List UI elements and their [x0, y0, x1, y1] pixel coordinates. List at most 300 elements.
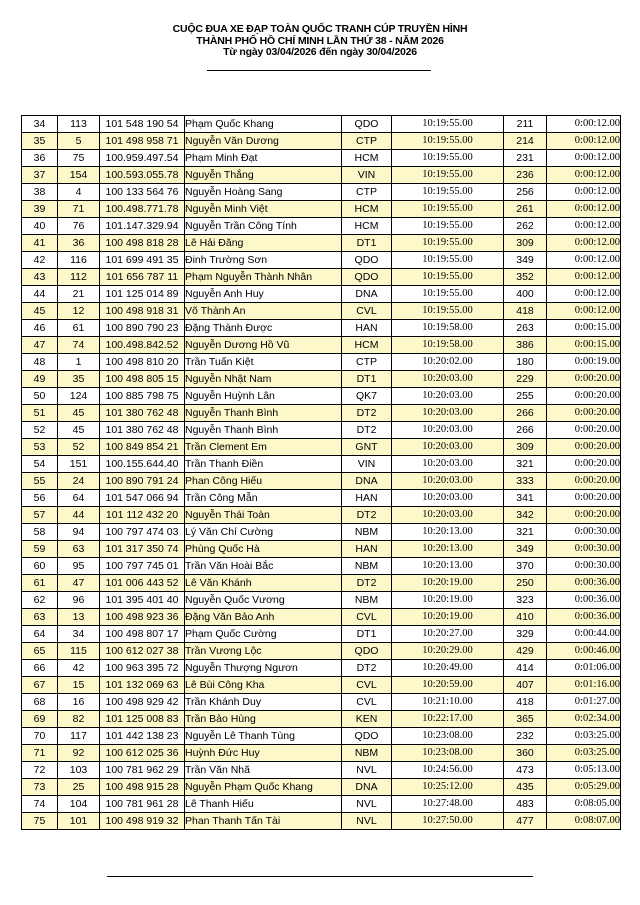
table-row: [22, 677, 621, 694]
rider-name-cell: Phùng Quốc Hà: [185, 541, 342, 558]
finish-time-cell: 10:20:03.00: [392, 439, 504, 456]
time-gap-cell: 0:00:12.00: [547, 269, 621, 286]
rider-name-cell: Nguyễn Quốc Vương: [185, 592, 342, 609]
time-gap-cell: 0:00:12.00: [547, 286, 621, 303]
finish-time-cell: 10:19:55.00: [392, 252, 504, 269]
points-cell: 321: [504, 456, 547, 473]
rank-cell: 67: [22, 677, 58, 694]
finish-time-cell: 10:20:13.00: [392, 541, 504, 558]
table-row: [22, 456, 621, 473]
uci-id-cell: 100 498 818 28: [100, 235, 185, 252]
time-gap-cell: 0:00:20.00: [547, 405, 621, 422]
time-gap-cell: 0:00:44.00: [547, 626, 621, 643]
bib-cell: 117: [58, 728, 100, 745]
points-cell: 229: [504, 371, 547, 388]
points-cell: 266: [504, 422, 547, 439]
rider-name-cell: Nguyễn Lê Thanh Tùng: [185, 728, 342, 745]
time-gap-cell: 0:00:20.00: [547, 490, 621, 507]
rank-cell: 58: [22, 524, 58, 541]
finish-time-cell: 10:20:19.00: [392, 609, 504, 626]
table-row: [22, 354, 621, 371]
finish-time-cell: 10:19:55.00: [392, 116, 504, 133]
table-row: [22, 371, 621, 388]
bib-cell: 101: [58, 813, 100, 830]
rider-name-cell: Trần Văn Nhã: [185, 762, 342, 779]
team-code-cell: NBM: [342, 592, 392, 609]
bib-cell: 25: [58, 779, 100, 796]
points-cell: 214: [504, 133, 547, 150]
uci-id-cell: 101 317 350 74: [100, 541, 185, 558]
time-gap-cell: 0:03:25.00: [547, 745, 621, 762]
table-row: [22, 201, 621, 218]
rider-name-cell: Phạm Quốc Cường: [185, 626, 342, 643]
time-gap-cell: 0:01:16.00: [547, 677, 621, 694]
time-gap-cell: 0:00:12.00: [547, 303, 621, 320]
uci-id-cell: 100 885 798 75: [100, 388, 185, 405]
results-table-body: [22, 116, 621, 830]
points-cell: 418: [504, 303, 547, 320]
table-row: [22, 405, 621, 422]
points-cell: 262: [504, 218, 547, 235]
rider-name-cell: Đặng Văn Bảo Anh: [185, 609, 342, 626]
finish-time-cell: 10:19:55.00: [392, 184, 504, 201]
finish-time-cell: 10:19:55.00: [392, 218, 504, 235]
bib-cell: 1: [58, 354, 100, 371]
bib-cell: 104: [58, 796, 100, 813]
rank-cell: 59: [22, 541, 58, 558]
bib-cell: 35: [58, 371, 100, 388]
finish-time-cell: 10:23:08.00: [392, 745, 504, 762]
uci-id-cell: 100 797 745 01: [100, 558, 185, 575]
finish-time-cell: 10:19:58.00: [392, 320, 504, 337]
uci-id-cell: 101 125 008 83: [100, 711, 185, 728]
rider-name-cell: Nguyễn Phạm Quốc Khang: [185, 779, 342, 796]
finish-time-cell: 10:24:56.00: [392, 762, 504, 779]
team-code-cell: DNA: [342, 286, 392, 303]
bib-cell: 76: [58, 218, 100, 235]
points-cell: 435: [504, 779, 547, 796]
bib-cell: 115: [58, 643, 100, 660]
time-gap-cell: 0:00:30.00: [547, 524, 621, 541]
points-cell: 365: [504, 711, 547, 728]
rider-name-cell: Võ Thành An: [185, 303, 342, 320]
finish-time-cell: 10:27:48.00: [392, 796, 504, 813]
table-row: [22, 116, 621, 133]
points-cell: 309: [504, 235, 547, 252]
uci-id-cell: 100 498 807 17: [100, 626, 185, 643]
rank-cell: 37: [22, 167, 58, 184]
uci-id-cell: 100 890 790 23: [100, 320, 185, 337]
finish-time-cell: 10:20:27.00: [392, 626, 504, 643]
rider-name-cell: Trần Văn Hoài Bắc: [185, 558, 342, 575]
rider-name-cell: Trần Vương Lộc: [185, 643, 342, 660]
uci-id-cell: 100 498 915 28: [100, 779, 185, 796]
team-code-cell: NVL: [342, 813, 392, 830]
uci-id-cell: 101 547 066 94: [100, 490, 185, 507]
uci-id-cell: 100 781 961 28: [100, 796, 185, 813]
uci-id-cell: 101 380 762 48: [100, 422, 185, 439]
uci-id-cell: 101 125 014 89: [100, 286, 185, 303]
rank-cell: 48: [22, 354, 58, 371]
table-row: [22, 133, 621, 150]
team-code-cell: DNA: [342, 779, 392, 796]
points-cell: 410: [504, 609, 547, 626]
bib-cell: 103: [58, 762, 100, 779]
uci-id-cell: 101 548 190 54: [100, 116, 185, 133]
table-row: [22, 575, 621, 592]
rider-name-cell: Nguyễn Anh Huy: [185, 286, 342, 303]
points-cell: 263: [504, 320, 547, 337]
points-cell: 333: [504, 473, 547, 490]
rank-cell: 39: [22, 201, 58, 218]
points-cell: 429: [504, 643, 547, 660]
bib-cell: 13: [58, 609, 100, 626]
bib-cell: 92: [58, 745, 100, 762]
bib-cell: 15: [58, 677, 100, 694]
bib-cell: 116: [58, 252, 100, 269]
uci-id-cell: 100 849 854 21: [100, 439, 185, 456]
team-code-cell: NBM: [342, 558, 392, 575]
uci-id-cell: 100 498 929 42: [100, 694, 185, 711]
points-cell: 342: [504, 507, 547, 524]
rider-name-cell: Nguyễn Huỳnh Lân: [185, 388, 342, 405]
uci-id-cell: 100 498 810 20: [100, 354, 185, 371]
bib-cell: 74: [58, 337, 100, 354]
bib-cell: 151: [58, 456, 100, 473]
time-gap-cell: 0:00:15.00: [547, 320, 621, 337]
uci-id-cell: 100.959.497.54: [100, 150, 185, 167]
rank-cell: 61: [22, 575, 58, 592]
points-cell: 256: [504, 184, 547, 201]
points-cell: 477: [504, 813, 547, 830]
finish-time-cell: 10:20:59.00: [392, 677, 504, 694]
time-gap-cell: 0:00:36.00: [547, 592, 621, 609]
rider-name-cell: Phan Thanh Tấn Tài: [185, 813, 342, 830]
points-cell: 323: [504, 592, 547, 609]
uci-id-cell: 101 395 401 40: [100, 592, 185, 609]
time-gap-cell: 0:00:20.00: [547, 456, 621, 473]
team-code-cell: DT2: [342, 660, 392, 677]
points-cell: 360: [504, 745, 547, 762]
uci-id-cell: 101 498 958 71: [100, 133, 185, 150]
team-code-cell: VIN: [342, 167, 392, 184]
time-gap-cell: 0:00:12.00: [547, 184, 621, 201]
rider-name-cell: Lý Văn Chí Cường: [185, 524, 342, 541]
rider-name-cell: Trần Thanh Điền: [185, 456, 342, 473]
bib-cell: 16: [58, 694, 100, 711]
rider-name-cell: Nguyễn Văn Dương: [185, 133, 342, 150]
time-gap-cell: 0:00:30.00: [547, 558, 621, 575]
time-gap-cell: 0:00:12.00: [547, 201, 621, 218]
uci-id-cell: 100 612 025 36: [100, 745, 185, 762]
finish-time-cell: 10:20:03.00: [392, 490, 504, 507]
points-cell: 407: [504, 677, 547, 694]
table-row: [22, 813, 621, 830]
finish-time-cell: 10:19:55.00: [392, 269, 504, 286]
rank-cell: 38: [22, 184, 58, 201]
rider-name-cell: Đinh Trường Sơn: [185, 252, 342, 269]
rank-cell: 36: [22, 150, 58, 167]
uci-id-cell: 100.498.771.78: [100, 201, 185, 218]
time-gap-cell: 0:05:29.00: [547, 779, 621, 796]
table-row: [22, 524, 621, 541]
time-gap-cell: 0:00:20.00: [547, 371, 621, 388]
time-gap-cell: 0:00:12.00: [547, 218, 621, 235]
rider-name-cell: Trần Clement Em: [185, 439, 342, 456]
uci-id-cell: 101 380 762 48: [100, 405, 185, 422]
bib-cell: 12: [58, 303, 100, 320]
rank-cell: 65: [22, 643, 58, 660]
team-code-cell: HCM: [342, 201, 392, 218]
rank-cell: 66: [22, 660, 58, 677]
points-cell: 341: [504, 490, 547, 507]
bib-cell: 21: [58, 286, 100, 303]
header-title-line2: THÀNH PHỐ HỒ CHÍ MINH LẦN THỨ 38 - NĂM 2026: [196, 34, 444, 47]
rank-cell: 49: [22, 371, 58, 388]
rider-name-cell: Phạm Quốc Khang: [185, 116, 342, 133]
uci-id-cell: 101 132 069 63: [100, 677, 185, 694]
bib-cell: 4: [58, 184, 100, 201]
team-code-cell: CVL: [342, 694, 392, 711]
uci-id-cell: 100 498 918 31: [100, 303, 185, 320]
team-code-cell: DNA: [342, 473, 392, 490]
finish-time-cell: 10:20:02.00: [392, 354, 504, 371]
table-row: [22, 422, 621, 439]
time-gap-cell: 0:00:20.00: [547, 388, 621, 405]
time-gap-cell: 0:02:34.00: [547, 711, 621, 728]
uci-id-cell: 101.147.329.94: [100, 218, 185, 235]
team-code-cell: DT1: [342, 235, 392, 252]
time-gap-cell: 0:00:12.00: [547, 235, 621, 252]
finish-time-cell: 10:20:49.00: [392, 660, 504, 677]
team-code-cell: CVL: [342, 609, 392, 626]
table-row: [22, 711, 621, 728]
team-code-cell: NVL: [342, 796, 392, 813]
rider-name-cell: Huỳnh Đức Huy: [185, 745, 342, 762]
points-cell: 321: [504, 524, 547, 541]
rank-cell: 42: [22, 252, 58, 269]
points-cell: 386: [504, 337, 547, 354]
uci-id-cell: 101 006 443 52: [100, 575, 185, 592]
points-cell: 211: [504, 116, 547, 133]
team-code-cell: HAN: [342, 541, 392, 558]
bib-cell: 96: [58, 592, 100, 609]
rider-name-cell: Nguyễn Thượng Ngươn: [185, 660, 342, 677]
finish-time-cell: 10:20:03.00: [392, 422, 504, 439]
team-code-cell: QDO: [342, 269, 392, 286]
rider-name-cell: Trần Tuấn Kiệt: [185, 354, 342, 371]
uci-id-cell: 101 699 491 35: [100, 252, 185, 269]
bib-cell: 44: [58, 507, 100, 524]
table-row: [22, 337, 621, 354]
finish-time-cell: 10:25:12.00: [392, 779, 504, 796]
finish-time-cell: 10:22:17.00: [392, 711, 504, 728]
finish-time-cell: 10:20:03.00: [392, 405, 504, 422]
rider-name-cell: Lê Thanh Hiếu: [185, 796, 342, 813]
time-gap-cell: 0:00:12.00: [547, 116, 621, 133]
uci-id-cell: 100 781 962 29: [100, 762, 185, 779]
table-row: [22, 745, 621, 762]
bib-cell: 52: [58, 439, 100, 456]
time-gap-cell: 0:01:06.00: [547, 660, 621, 677]
finish-time-cell: 10:20:03.00: [392, 456, 504, 473]
team-code-cell: CVL: [342, 677, 392, 694]
points-cell: 349: [504, 252, 547, 269]
bib-cell: 95: [58, 558, 100, 575]
header-title-line1: CUỘC ĐUA XE ĐẠP TOÀN QUỐC TRANH CÚP TRUYỀN HÌNH: [172, 23, 468, 35]
finish-time-cell: 10:27:50.00: [392, 813, 504, 830]
table-row: [22, 269, 621, 286]
bib-cell: 34: [58, 626, 100, 643]
table-row: [22, 235, 621, 252]
rider-name-cell: Nguyễn Thắng: [185, 167, 342, 184]
team-code-cell: QDO: [342, 252, 392, 269]
time-gap-cell: 0:00:12.00: [547, 167, 621, 184]
team-code-cell: NBM: [342, 745, 392, 762]
table-row: [22, 507, 621, 524]
points-cell: 370: [504, 558, 547, 575]
uci-id-cell: 100 890 791 24: [100, 473, 185, 490]
time-gap-cell: 0:03:25.00: [547, 728, 621, 745]
bib-cell: 71: [58, 201, 100, 218]
points-cell: 255: [504, 388, 547, 405]
rank-cell: 34: [22, 116, 58, 133]
bib-cell: 112: [58, 269, 100, 286]
rank-cell: 73: [22, 779, 58, 796]
rank-cell: 47: [22, 337, 58, 354]
finish-time-cell: 10:19:55.00: [392, 133, 504, 150]
team-code-cell: DT2: [342, 422, 392, 439]
rider-name-cell: Nguyễn Minh Việt: [185, 201, 342, 218]
bib-cell: 47: [58, 575, 100, 592]
table-row: [22, 694, 621, 711]
rank-cell: 56: [22, 490, 58, 507]
table-row: [22, 643, 621, 660]
time-gap-cell: 0:08:07.00: [547, 813, 621, 830]
table-row: [22, 150, 621, 167]
header-date-range: Từ ngày 03/04/2026 đến ngày 30/04/2026: [223, 46, 417, 58]
table-row: [22, 439, 621, 456]
finish-time-cell: 10:20:03.00: [392, 371, 504, 388]
team-code-cell: HAN: [342, 490, 392, 507]
finish-time-cell: 10:19:55.00: [392, 201, 504, 218]
points-cell: 352: [504, 269, 547, 286]
points-cell: 329: [504, 626, 547, 643]
table-row: [22, 252, 621, 269]
uci-id-cell: 100 963 395 72: [100, 660, 185, 677]
team-code-cell: DT2: [342, 575, 392, 592]
bib-cell: 75: [58, 150, 100, 167]
team-code-cell: DT1: [342, 626, 392, 643]
bib-cell: 154: [58, 167, 100, 184]
time-gap-cell: 0:00:36.00: [547, 575, 621, 592]
rider-name-cell: Nguyễn Thanh Bình: [185, 422, 342, 439]
points-cell: 180: [504, 354, 547, 371]
table-row: [22, 320, 621, 337]
time-gap-cell: 0:00:15.00: [547, 337, 621, 354]
finish-time-cell: 10:20:19.00: [392, 575, 504, 592]
team-code-cell: HCM: [342, 337, 392, 354]
uci-id-cell: 100 612 027 38: [100, 643, 185, 660]
team-code-cell: CVL: [342, 303, 392, 320]
team-code-cell: DT1: [342, 371, 392, 388]
table-row: [22, 184, 621, 201]
finish-time-cell: 10:23:08.00: [392, 728, 504, 745]
rank-cell: 52: [22, 422, 58, 439]
rank-cell: 50: [22, 388, 58, 405]
rider-name-cell: Lê Bùi Công Kha: [185, 677, 342, 694]
rider-name-cell: Nguyễn Dương Hồ Vũ: [185, 337, 342, 354]
team-code-cell: VIN: [342, 456, 392, 473]
rank-cell: 46: [22, 320, 58, 337]
points-cell: 418: [504, 694, 547, 711]
rider-name-cell: Trần Khánh Duy: [185, 694, 342, 711]
points-cell: 309: [504, 439, 547, 456]
time-gap-cell: 0:01:27.00: [547, 694, 621, 711]
rank-cell: 53: [22, 439, 58, 456]
bib-cell: 5: [58, 133, 100, 150]
table-row: [22, 218, 621, 235]
table-row: [22, 167, 621, 184]
time-gap-cell: 0:00:20.00: [547, 439, 621, 456]
points-cell: 250: [504, 575, 547, 592]
team-code-cell: NBM: [342, 524, 392, 541]
table-row: [22, 473, 621, 490]
team-code-cell: DT2: [342, 507, 392, 524]
table-row: [22, 388, 621, 405]
points-cell: 473: [504, 762, 547, 779]
table-row: [22, 592, 621, 609]
rider-name-cell: Nguyễn Hoàng Sang: [185, 184, 342, 201]
finish-time-cell: 10:19:58.00: [392, 337, 504, 354]
rank-cell: 60: [22, 558, 58, 575]
bib-cell: 42: [58, 660, 100, 677]
uci-id-cell: 100 498 805 15: [100, 371, 185, 388]
uci-id-cell: 100.155.644.40: [100, 456, 185, 473]
rank-cell: 51: [22, 405, 58, 422]
rider-name-cell: Phạm Minh Đạt: [185, 150, 342, 167]
table-row: [22, 660, 621, 677]
rank-cell: 54: [22, 456, 58, 473]
uci-id-cell: 100 498 919 32: [100, 813, 185, 830]
rank-cell: 62: [22, 592, 58, 609]
finish-time-cell: 10:20:03.00: [392, 507, 504, 524]
page-header: [0, 24, 640, 59]
table-row: [22, 286, 621, 303]
team-code-cell: HCM: [342, 150, 392, 167]
points-cell: 261: [504, 201, 547, 218]
finish-time-cell: 10:20:03.00: [392, 473, 504, 490]
rider-name-cell: Nguyễn Trần Công Tính: [185, 218, 342, 235]
rank-cell: 40: [22, 218, 58, 235]
rank-cell: 44: [22, 286, 58, 303]
uci-id-cell: 100.498.842.52: [100, 337, 185, 354]
rider-name-cell: Nguyễn Thanh Bình: [185, 405, 342, 422]
bib-cell: 45: [58, 422, 100, 439]
time-gap-cell: 0:05:13.00: [547, 762, 621, 779]
time-gap-cell: 0:00:20.00: [547, 473, 621, 490]
points-cell: 349: [504, 541, 547, 558]
team-code-cell: KEN: [342, 711, 392, 728]
bib-cell: 94: [58, 524, 100, 541]
uci-id-cell: 101 442 138 23: [100, 728, 185, 745]
rider-name-cell: Trần Bảo Hùng: [185, 711, 342, 728]
rank-cell: 35: [22, 133, 58, 150]
team-code-cell: DT2: [342, 405, 392, 422]
rider-name-cell: Lê Hải Đăng: [185, 235, 342, 252]
team-code-cell: HAN: [342, 320, 392, 337]
finish-time-cell: 10:21:10.00: [392, 694, 504, 711]
